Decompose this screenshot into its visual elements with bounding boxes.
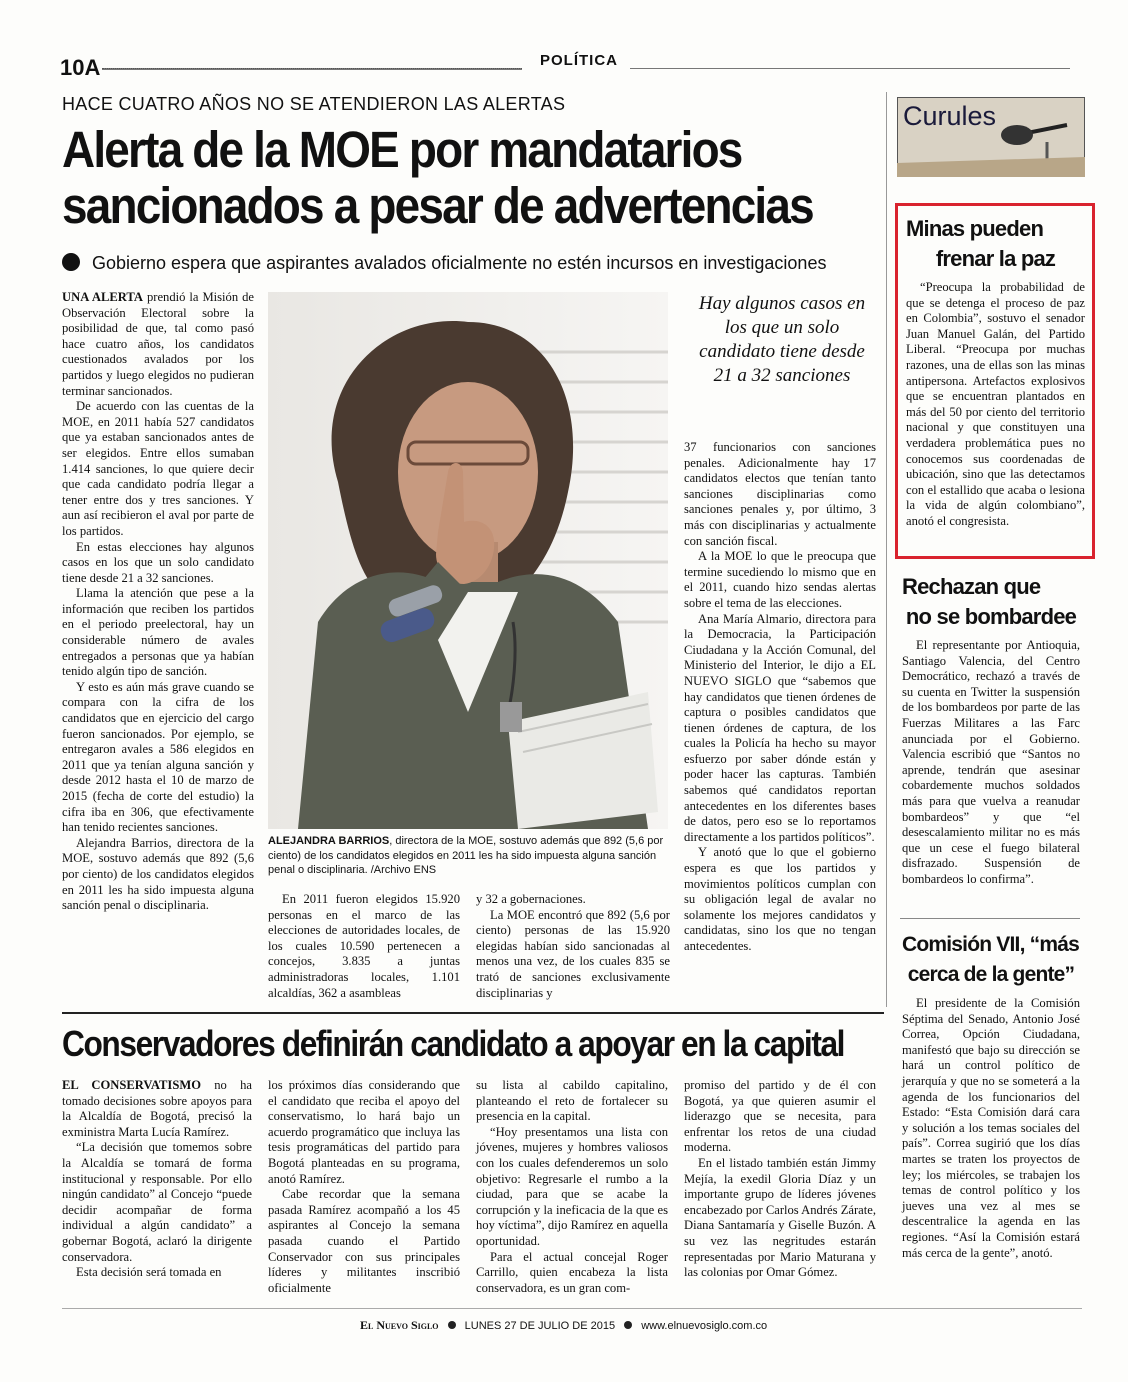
sidebar-box-title-1: Minas pueden [906, 216, 1044, 241]
paragraph [62, 1078, 252, 1140]
headline-line-2: sancionados a pesar de advertencias [62, 177, 813, 234]
paragraph [62, 290, 254, 399]
article-column-2 [268, 892, 460, 1001]
paragraph: A la MOE lo que le preocupa que termine sucediendo lo mismo que en el 2011, cuando hizo sendas alertas sobre el tema de las elecciones. [684, 549, 876, 610]
paragraph: Y anotó que lo que el gobierno espera es que los partidos y movimientos políticos cumplan con su obligación legal de avalar no solamente los mejores candidatos y candidatas, sino los que no tengan antecedentes. [684, 845, 876, 953]
bullet-icon [448, 1321, 456, 1329]
header-rule-left [102, 68, 522, 70]
bottom-column-1 [62, 1078, 252, 1281]
sidebar-item-3 [902, 930, 1080, 1261]
article-separator [62, 1012, 884, 1014]
section-title: POLÍTICA [540, 52, 618, 69]
paragraph: Llama la atención que pese a la información que reciben los partidos en el periodo preelectoral, hay un considerable número de avales entregados a personas que ya habían tenido algún tipo de sanción. [62, 586, 254, 679]
footer [360, 1318, 767, 1333]
paragraph: y 32 a gobernaciones. [476, 892, 586, 906]
photo-caption [268, 834, 670, 878]
curules-badge [897, 97, 1085, 177]
paragraph: En el listado también están Jimmy Mejía, la exedil Gloria Díaz y un importante grupo de líderes jóvenes encabezado por Carlos Andrés Zárate, Diana Santamaría y Giselle Buzón. A su vez las negritudes estarán representadas por Mario Maturana y las colonias por Omar Gómez. [684, 1155, 876, 1280]
bullet-icon [62, 253, 80, 271]
sidebar-boxed-item [895, 203, 1095, 559]
news-photo [268, 292, 668, 829]
paragraph-text: prendió la Misión de Observación Electoral sobre la posibilidad de que, tal como pasó hace cuatro años, los candidatos cuestionados avalados por los partidos y luego elegidos no pudieran terminar sancionados. [62, 290, 255, 398]
sidebar-item-3-title-1: Comisión VII, “más [902, 933, 1079, 956]
lead-in: UNA ALERTA [62, 290, 143, 304]
sidebar-divider [900, 918, 1080, 919]
header-rule-right [630, 68, 1070, 69]
column-divider [886, 92, 887, 1007]
bottom-column-3 [476, 1078, 668, 1296]
paragraph: los próximos días considerando que el candidato que reciba el apoyo del conservatismo, lo hará bajo un acuerdo programático que incluya las tesis programáticas del partido para Bogotá planteadas en su programa, anotó Ramírez. [268, 1078, 460, 1186]
footer-website: www.elnuevosiglo.com.co [641, 1320, 768, 1332]
paragraph: su lista al cabildo capitalino, planteando el reto de fortalecer su presencia en la capital. [476, 1078, 668, 1124]
article-column-1 [62, 290, 254, 914]
paragraph: En estas elecciones hay algunos casos en los que un solo candidato tiene desde 21 a 32 sanciones. [62, 539, 254, 585]
sidebar-item-2-text [902, 638, 1080, 888]
bottom-column-2 [268, 1078, 460, 1296]
sidebar-item-2 [902, 572, 1080, 888]
article-column-3 [476, 892, 670, 1001]
page-number: 10A [60, 55, 101, 80]
sidebar-box-title-2: frenar la paz [935, 246, 1056, 271]
footer-date: LUNES 27 DE JULIO DE 2015 [464, 1320, 616, 1332]
paragraph: “Hoy presentamos una lista con jóvenes, mujeres y hombres valiosos con los cuales defenderemos un solo objetivo: Regresarle el rumbo a la ciudad, para que se acabe la corrupción y la ineficacia de la que es hoy víctima”, dijo Ramírez en aquella oportunidad. [476, 1124, 668, 1248]
paragraph: De acuerdo con las cuentas de la MOE, en 2011 había 527 candidatos que ya estaban sancionados antes de ser elegidos. Entre ellos sumaban 1.414 sanciones, lo que quiere decir que cada candidato podría llegar a tener entre dos y tres sanciones. Y aun así recibieron el aval por parte de los partidos. [62, 399, 254, 538]
lead-in: EL CONSERVATISMO [62, 1078, 202, 1092]
article-column-4 [684, 440, 876, 955]
paragraph: Esta decisión será tomada en [76, 1265, 222, 1280]
paragraph: En 2011 fueron elegidos 15.920 personas en el marco de las elecciones de autoridades locales, de los cuales 10.590 pertenecen a concejos, 3.835 a juntas administradoras locales, 1.101 alcaldías, 362 a asambleas [268, 892, 460, 1000]
paragraph: “Preocupa la probabilidad de que se detenga el proceso de paz en Colombia”, sostuvo el senador Juan Manuel Galán, del Partido Liberal. “Preocupa por muchas razones, una de ellas son las minas antipersona. Artefactos explosivos que se encuentran plantados en más del 50 por ciento del territorio nacional y que constituyen una verdadera problemática pues no conocemos sus coordenadas de ubicación, sino que las detectamos con el estallido que acaba o lesiona la vida de algún colombiano”, anotó el congresista. [906, 280, 1085, 528]
paragraph: El representante por Antioquia, Santiago Valencia, del Centro Democrático, rechazó a través de su cuenta en Twitter la suspensión de los bombardeos por parte de las Fuerzas Militares a las Farc anunciada por el Gobierno. Valencia escribió que “Santos no aprende, tendrán que asesinar cobardemente muchos soldados más para que vuelva a reanudar bombardeos” y que “el desescalamiento militar no es más que un cese el fuego bilateral disfrazado. Suspensión de bombardeos lo confirma”. [902, 638, 1080, 886]
paragraph: 37 funcionarios con sanciones penales. Adicionalmente hay 17 candidatos electos que tenían tanto sanciones disciplinarias como sanciones penales y, por último, 3 más con disciplinarias y actualmente con sanción fiscal. [684, 440, 876, 548]
sidebar-item-2-title-2: no se bombardee [905, 604, 1077, 629]
paragraph: Ana María Almario, directora para la Democracia, la Participación Ciudadana y la Acción Comunal, del Ministerio del Interior, le dijo a EL NUEVO SIGLO que “sabemos que hay candidatos que tienen órdenes de captura o posibles candidatos que tienen órdenes de captura, de los cuales la Policía ha hecho su mayor esfuerzo por saber dónde están y poder hacer las capturas. También sabemos qué candidatos reportan antecedentes en los diferentes bases de datos, pero eso se lo reportamos directamente a los partidos políticos”. [684, 611, 876, 844]
bottom-column-4 [684, 1078, 876, 1281]
paragraph: Y esto es aún más grave cuando se compara con la cifra de los candidatos que en ejercicio del cargo fueron sancionados. Por ejemplo, se entregaron avales a 586 elegidos en 2011 que ya tenían alguna sanción y desde 2012 hasta el 10 de marzo de 2015 (fecha de corte del estudio) la cifra iba en 306, que efectivamente han tenido recientes sanciones. [62, 679, 254, 835]
sidebar-box-text [906, 280, 1085, 530]
paragraph: Alejandra Barrios, directora de la MOE, sostuvo además que 892 (5,6 por ciento) de los candidatos elegidos en 2011 les ha sido impuesta alguna sanción penal o disciplinaria. [62, 835, 254, 913]
sidebar-item-2-title-1: Rechazan que [902, 574, 1041, 599]
caption-text: , directora de la MOE, sostuvo además que 892 (5,6 por ciento) de los candidatos elegidos en 2011 les ha sido impuesta alguna sanción penal o disciplinaria. /Archivo ENS [268, 835, 664, 876]
footer-paper-name: El Nuevo Siglo [360, 1318, 439, 1332]
paragraph: La MOE encontró que 892 (5,6 por ciento) personas de las 15.920 elegidas habían sido sancionadas al menos una vez, de los cuales 835 se trató de sanciones exclusivamente disciplinarias y [476, 907, 670, 1000]
paragraph-text: no ha tomado decisiones sobre apoyos para la Alcaldía de Bogotá, precisó la exministra Marta Lucía Ramírez. [62, 1078, 252, 1139]
article-subhead [62, 253, 826, 274]
paragraph: Cabe recordar que la semana pasada Ramírez acompañó a los 45 aspirantes al Concejo la semana pasada cuando el Partido Conservador con sus principales líderes y militantes inscribió oficialmente [268, 1187, 460, 1295]
article-kicker: HACE CUATRO AÑOS NO SE ATENDIERON LAS ALERTAS [62, 94, 566, 114]
article-headline [62, 122, 922, 234]
bottom-headline-text: Conservadores definirán candidato a apoyar en la capital [62, 1023, 845, 1064]
paragraph: El presidente de la Comisión Séptima del Senado, Antonio José Correa, Opción Ciudadana, manifestó que bajo su dirección se hará un control político de jerarquía y que no se someterá a la agenda de los funcionarios del Estado: “Esta Comisión dará cara y solución a los temas sociales del país”. Correa sugirió que los días martes se traten los proyectos de ley; los miércoles, se trabajen los temas de control político y los jueves una vez al mes se descentralice la agenda en las regiones. “Así la Comisión estará más cerca de la gente”, anotó. [902, 996, 1080, 1260]
footer-rule [62, 1308, 1082, 1309]
photo-illustration [268, 292, 668, 829]
caption-name: ALEJANDRA BARRIOS [268, 835, 390, 847]
subhead-text: Gobierno espera que aspirantes avalados oficialmente no estén incursos en investigaciones [92, 253, 827, 273]
bullet-icon [624, 1321, 632, 1329]
paragraph: promiso del partido y de él con Bogotá, ya que quieren asumir el liderazgo que se necesita, para enfrentar los retos de una ciudad moderna. [684, 1078, 876, 1155]
curules-label: Curules [903, 101, 997, 131]
paragraph: Para el actual concejal Roger Carrillo, quien encabeza la lista conservadora, es un gran com- [476, 1249, 668, 1295]
sidebar-item-3-title-2: cerca de la gente” [907, 963, 1075, 986]
headline-line-1: Alerta de la MOE por mandatarios [62, 121, 742, 178]
bottom-article-headline [62, 1023, 951, 1065]
pull-quote: Hay algunos casos en los que un solo candidato tiene desde 21 a 32 sanciones [698, 293, 866, 386]
paragraph: “La decisión que tomemos sobre la Alcaldía se tomará de forma institucional y responsable. Por ello ningún candidato” al Concejo “puede decidir acompañar de forma individual a algún candidato” a gobernar Bogotá, aclaró la dirigente conservadora. [62, 1140, 252, 1264]
